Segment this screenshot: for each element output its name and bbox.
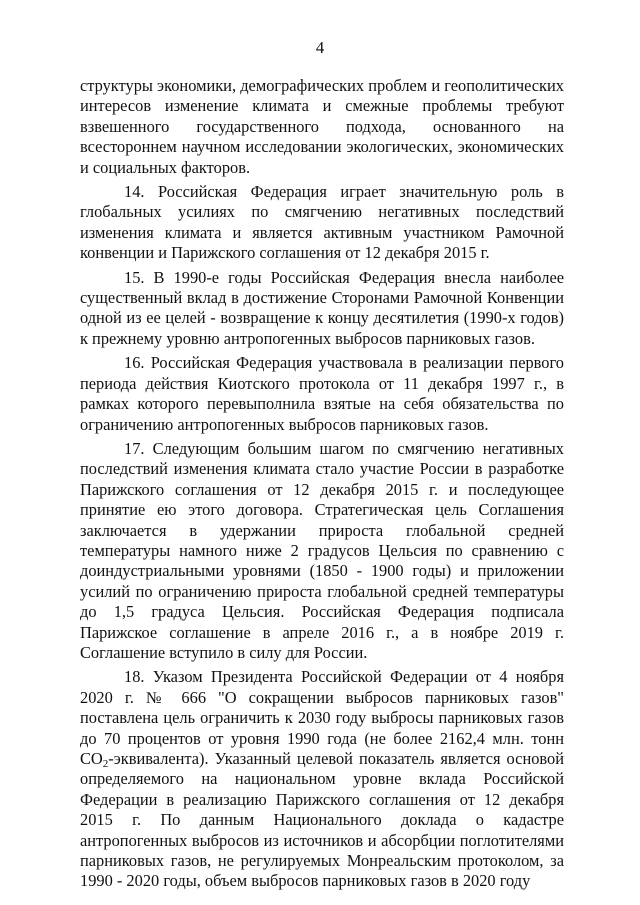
paragraph-16: 16. Российская Федерация участвовала в реализации первого периода действия Киотского протокола от 11 декабря 1997 г., в рамках которого перевыполнила взятые на себя обязательства по ограничению антропогенных выбросов парниковых газов. — [80, 353, 564, 434]
co2-subscript: 2 — [102, 758, 109, 770]
paragraph-continuation: структуры экономики, демографических проблем и геополитических интересов изменение климата и смежные проблемы требуют взвешенного государственного подхода, основанного на всестороннем научном исследовании экологических, экономических и социальных факторов. — [80, 76, 564, 177]
page-number: 4 — [315, 38, 325, 57]
paragraph-18-part-1: 18. Указом Президента Российской Федерации от 4 ноября 2020 г. № 666 "О сокращении выбросов парниковых газов" поставлена цель ограничить к 2030 году выбросы парниковых газов до 70 процентов от уровня 1990 года (не более 2162,4 млн. тонн СО — [80, 667, 564, 768]
document-body — [80, 76, 564, 896]
paragraph-14: 14. Российская Федерация играет значительную роль в глобальных усилиях по смягчению негативных последствий изменения климата и является активным участником Рамочной конвенции и Парижского соглашения от 12 декабря 2015 г. — [80, 182, 564, 263]
paragraph-18-part-2: -эквивалента). Указанный целевой показатель является основой определяемого на национальном уровне вклада Российской Федерации в реализацию Парижского соглашения от 12 декабря 2015 г. По данным Национального доклада о кадастре антропогенных выбросов из источников и абсорбции поглотителями парниковых газов, не регулируемых Монреальским протоколом, за 1990 - 2020 годы, объем выбросов парниковых газов в 2020 году — [80, 749, 564, 891]
paragraph-18 — [80, 667, 564, 891]
paragraph-17: 17. Следующим большим шагом по смягчению негативных последствий изменения климата стало участие России в разработке Парижского соглашения от 12 декабря 2015 г. и последующее принятие ею этого договора. Стратегическая цель Соглашения заключается в удержании прироста глобальной средней температуры намного ниже 2 градусов Цельсия по сравнению с доиндустриальными уровнями (1850 - 1900 годы) и приложении усилий по ограничению прироста глобальной средней температуры до 1,5 градуса Цельсия. Российская Федерация подписала Парижское соглашение в апреле 2016 г., а в ноябре 2019 г. Соглашение вступило в силу для России. — [80, 438, 564, 662]
paragraph-15: 15. В 1990-е годы Российская Федерация внесла наиболее существенный вклад в достижение Сторонами Рамочной Конвенции одной из ее целей - возвращение к концу десятилетия (1990-х годов) к прежнему уровню антропогенных выбросов парниковых газов. — [80, 267, 564, 348]
